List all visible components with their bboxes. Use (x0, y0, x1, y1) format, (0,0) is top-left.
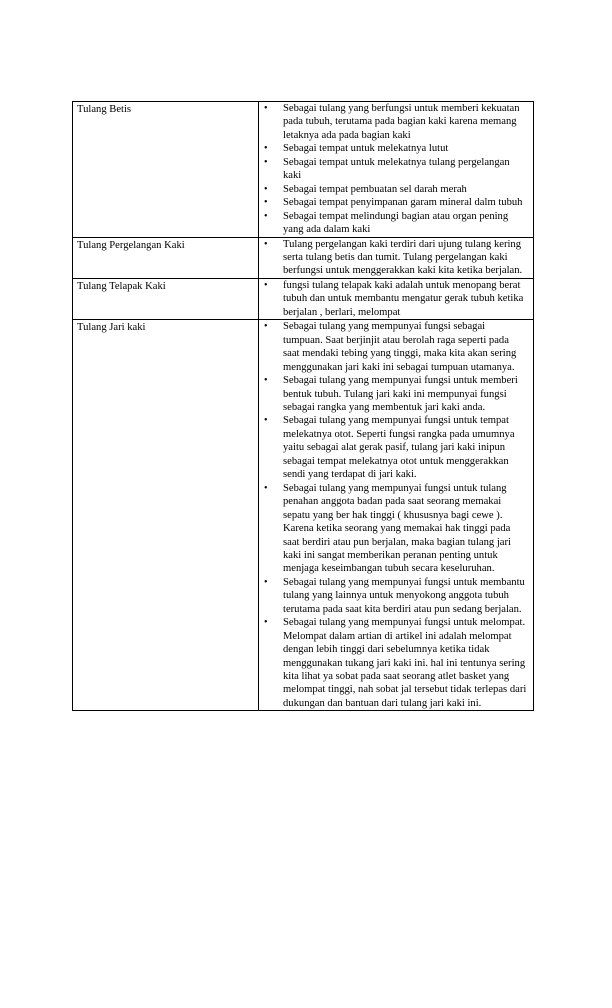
function-list (263, 102, 527, 237)
list-item: • Sebagai tempat penyimpanan garam mineral dalm tubuh (263, 196, 527, 209)
list-item: • Sebagai tulang yang mempunyai fungsi sebagai tumpuan. Saat berjinjit atau berolah raga seperti pada saat mendaki tebing yang tinggi, maka kita akan sering menggunakan jari kaki ini sebagai tumpuan utamanya. (263, 320, 527, 374)
list-item: • Sebagai tulang yang mempunyai fungsi untuk tempat melekatnya otot. Seperti fungsi rangka pada umumnya yaitu sebagai alat gerak pasif, tulang jari kaki inipun sebagai tempat melekatnya otot untuk menggerakkan sendi yang terdapat di jari kaki. (263, 414, 527, 481)
list-item: • Sebagai tulang yang berfungsi untuk memberi kekuatan pada tubuh, terutama pada bagian kaki karena memang letaknya ada pada bagian kaki (263, 102, 527, 142)
function-list (263, 320, 527, 710)
bone-name-cell: Tulang Telapak Kaki (73, 278, 259, 319)
table-row (73, 102, 534, 238)
list-item: • Tulang pergelangan kaki terdiri dari ujung tulang kering serta tulang betis dan tumit. Tulang pergelangan kaki berfungsi untuk menggerakkan kaki kita ketika berjalan. (263, 238, 527, 278)
function-list (263, 238, 527, 278)
list-item: • Sebagai tulang yang mempunyai fungsi untuk tulang penahan anggota badan pada saat seorang memakai sepatu yang ber hak tinggi ( khususnya bagi cewe ). Karena ketika seorang yang memakai hak tinggi pada saat berdiri atau pun berjalan, maka bagian tulang jari kaki ini sangat memberikan peranan penting untuk menjaga keseimbangan tubuh secara keseluruhan. (263, 482, 527, 576)
function-cell (259, 102, 534, 238)
list-item: • Sebagai tempat untuk melekatnya tulang pergelangan kaki (263, 156, 527, 183)
list-item: • Sebagai tulang yang mempunyai fungsi untuk memberi bentuk tubuh. Tulang jari kaki ini mempunyai fungsi sebagai rangka yang membentuk jari kaki anda. (263, 374, 527, 414)
table-row (73, 237, 534, 278)
list-item: • Sebagai tempat pembuatan sel darah merah (263, 183, 527, 196)
list-item: • Sebagai tempat untuk melekatnya lutut (263, 142, 527, 155)
list-item: • Sebagai tempat melindungi bagian atau organ pening yang ada dalam kaki (263, 210, 527, 237)
function-list (263, 279, 527, 319)
table-row (73, 278, 534, 319)
function-cell (259, 278, 534, 319)
bone-name-cell: Tulang Betis (73, 102, 259, 238)
bone-name-cell: Tulang Pergelangan Kaki (73, 237, 259, 278)
list-item: • fungsi tulang telapak kaki adalah untuk menopang berat tubuh dan untuk membantu mengatur gerak tubuh ketika berjalan , berlari, melompat (263, 279, 527, 319)
list-item: • Sebagai tulang yang mempunyai fungsi untuk membantu tulang yang lainnya untuk menyokong anggota tubuh terutama pada saat kita berdiri atau pun sedang berjalan. (263, 576, 527, 616)
list-item: • Sebagai tulang yang mempunyai fungsi untuk melompat. Melompat dalam artian di artikel ini adalah melompat dengan lebih tinggi dari sebelumnya ketika tidak menggunakan tukang jari kaki ini. hal ini tentunya sering kita lihat ya sobat pada saat seorang atlet basket yang melompat tinggi, nah sobat jal tersebut tidak terlepas dari dukungan dan bantuan dari tulang jari kaki ini. (263, 616, 527, 710)
bone-function-table (72, 101, 534, 711)
table-row (73, 320, 534, 711)
function-cell (259, 237, 534, 278)
bone-name-cell: Tulang Jari kaki (73, 320, 259, 711)
function-cell (259, 320, 534, 711)
